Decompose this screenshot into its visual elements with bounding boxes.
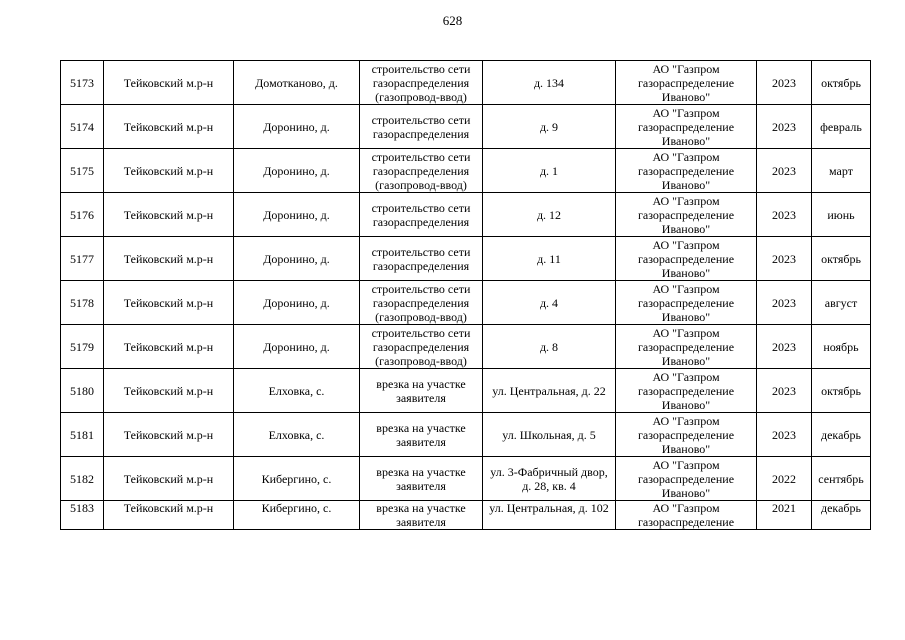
settlement-cell: Елховка, с. — [234, 369, 360, 413]
district-cell: Тейковский м.р-н — [104, 149, 234, 193]
district-cell: Тейковский м.р-н — [104, 457, 234, 501]
row-number: 5182 — [61, 457, 104, 501]
year-cell: 2021 — [757, 501, 812, 530]
address-cell: ул. Школьная, д. 5 — [483, 413, 616, 457]
organization-cell: АО "Газпром газораспределение Иваново" — [616, 237, 757, 281]
row-number: 5180 — [61, 369, 104, 413]
settlement-cell: Доронино, д. — [234, 193, 360, 237]
table-row — [61, 61, 871, 105]
district-cell: Тейковский м.р-н — [104, 105, 234, 149]
settlement-cell: Доронино, д. — [234, 325, 360, 369]
month-cell: октябрь — [812, 369, 871, 413]
work-type-cell: строительство сети газораспределения — [360, 237, 483, 281]
month-cell: октябрь — [812, 61, 871, 105]
district-cell: Тейковский м.р-н — [104, 501, 234, 530]
table-row — [61, 413, 871, 457]
month-cell: ноябрь — [812, 325, 871, 369]
settlement-cell: Доронино, д. — [234, 149, 360, 193]
work-type-cell: врезка на участке заявителя — [360, 413, 483, 457]
settlement-cell: Домотканово, д. — [234, 61, 360, 105]
address-cell: д. 8 — [483, 325, 616, 369]
district-cell: Тейковский м.р-н — [104, 61, 234, 105]
address-cell: д. 134 — [483, 61, 616, 105]
table-row — [61, 149, 871, 193]
table-row — [61, 369, 871, 413]
work-type-cell: врезка на участке заявителя — [360, 501, 483, 530]
organization-cell: АО "Газпром газораспределение Иваново" — [616, 281, 757, 325]
organization-cell: АО "Газпром газораспределение Иваново" — [616, 105, 757, 149]
address-cell: ул. Центральная, д. 102 — [483, 501, 616, 530]
organization-cell: АО "Газпром газораспределение Иваново" — [616, 413, 757, 457]
address-cell: д. 9 — [483, 105, 616, 149]
work-type-cell: врезка на участке заявителя — [360, 457, 483, 501]
month-cell: июнь — [812, 193, 871, 237]
year-cell: 2023 — [757, 325, 812, 369]
month-cell: октябрь — [812, 237, 871, 281]
district-cell: Тейковский м.р-н — [104, 325, 234, 369]
table-row — [61, 237, 871, 281]
table-row — [61, 325, 871, 369]
month-cell: март — [812, 149, 871, 193]
address-cell: д. 11 — [483, 237, 616, 281]
organization-cell: АО "Газпром газораспределение Иваново" — [616, 325, 757, 369]
work-type-cell: строительство сети газораспределения (газопровод-ввод) — [360, 149, 483, 193]
row-number: 5178 — [61, 281, 104, 325]
organization-cell: АО "Газпром газораспределение Иваново" — [616, 193, 757, 237]
table-row — [61, 457, 871, 501]
row-number: 5183 — [61, 501, 104, 530]
month-cell: сентябрь — [812, 457, 871, 501]
year-cell: 2023 — [757, 149, 812, 193]
year-cell: 2023 — [757, 193, 812, 237]
organization-cell: АО "Газпром газораспределение Иваново" — [616, 61, 757, 105]
month-cell: август — [812, 281, 871, 325]
table-row — [61, 193, 871, 237]
row-number: 5176 — [61, 193, 104, 237]
year-cell: 2023 — [757, 237, 812, 281]
row-number: 5173 — [61, 61, 104, 105]
row-number: 5177 — [61, 237, 104, 281]
address-cell: д. 4 — [483, 281, 616, 325]
organization-cell: АО "Газпром газораспределение Иваново" — [616, 149, 757, 193]
gas-connection-table — [60, 60, 871, 530]
work-type-cell: строительство сети газораспределения — [360, 105, 483, 149]
table-row — [61, 105, 871, 149]
district-cell: Тейковский м.р-н — [104, 281, 234, 325]
settlement-cell: Доронино, д. — [234, 237, 360, 281]
year-cell: 2022 — [757, 457, 812, 501]
district-cell: Тейковский м.р-н — [104, 413, 234, 457]
work-type-cell: строительство сети газораспределения — [360, 193, 483, 237]
month-cell: декабрь — [812, 501, 871, 530]
work-type-cell: строительство сети газораспределения (газопровод-ввод) — [360, 281, 483, 325]
year-cell: 2023 — [757, 61, 812, 105]
row-number: 5174 — [61, 105, 104, 149]
table-row — [61, 281, 871, 325]
settlement-cell: Кибергино, с. — [234, 501, 360, 530]
district-cell: Тейковский м.р-н — [104, 193, 234, 237]
page-number: 628 — [442, 13, 463, 28]
organization-cell: АО "Газпром газораспределение Иваново" — [616, 369, 757, 413]
row-number: 5179 — [61, 325, 104, 369]
settlement-cell: Доронино, д. — [234, 105, 360, 149]
address-cell: ул. 3-Фабричный двор, д. 28, кв. 4 — [483, 457, 616, 501]
row-number: 5175 — [61, 149, 104, 193]
address-cell: д. 1 — [483, 149, 616, 193]
work-type-cell: строительство сети газораспределения (газопровод-ввод) — [360, 325, 483, 369]
settlement-cell: Доронино, д. — [234, 281, 360, 325]
organization-cell: АО "Газпром газораспределение Иваново" — [616, 457, 757, 501]
district-cell: Тейковский м.р-н — [104, 237, 234, 281]
organization-cell: АО "Газпром газораспределение — [616, 501, 757, 530]
year-cell: 2023 — [757, 413, 812, 457]
address-cell: д. 12 — [483, 193, 616, 237]
work-type-cell: врезка на участке заявителя — [360, 369, 483, 413]
month-cell: декабрь — [812, 413, 871, 457]
table-row — [61, 501, 871, 530]
work-type-cell: строительство сети газораспределения (газопровод-ввод) — [360, 61, 483, 105]
district-cell: Тейковский м.р-н — [104, 369, 234, 413]
settlement-cell: Кибергино, с. — [234, 457, 360, 501]
year-cell: 2023 — [757, 369, 812, 413]
year-cell: 2023 — [757, 105, 812, 149]
address-cell: ул. Центральная, д. 22 — [483, 369, 616, 413]
month-cell: февраль — [812, 105, 871, 149]
year-cell: 2023 — [757, 281, 812, 325]
row-number: 5181 — [61, 413, 104, 457]
settlement-cell: Елховка, с. — [234, 413, 360, 457]
